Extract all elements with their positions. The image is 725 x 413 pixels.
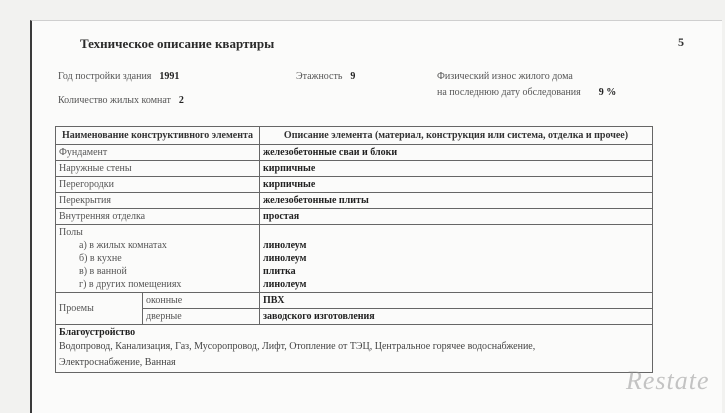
floor-item-name: в) в ванной bbox=[79, 266, 127, 277]
floors-group-label: Полы bbox=[59, 227, 83, 238]
row-description: кирпичные bbox=[260, 161, 653, 177]
amenities-line1: Водопровод, Канализация, Газ, Мусоропровод, Лифт, Отопление от ТЭЦ, Центральное горячее водоснабжение, bbox=[59, 341, 536, 352]
document-title: Техническое описание квартиры bbox=[80, 36, 275, 51]
floor-item-description: линолеум bbox=[263, 240, 307, 251]
table-row bbox=[56, 161, 653, 177]
table-row bbox=[56, 209, 653, 225]
floor-item-name: а) в жилых комнатах bbox=[79, 240, 167, 251]
floors-row bbox=[56, 225, 653, 293]
row-description: железобетонные плиты bbox=[260, 193, 653, 209]
watermark-logo: Restate bbox=[626, 366, 710, 395]
floors-value: 9 bbox=[350, 71, 356, 82]
floor-item-description: линолеум bbox=[263, 253, 307, 264]
rooms-field bbox=[58, 95, 184, 106]
window-label: оконные bbox=[143, 293, 260, 309]
amenities-label: Благоустройство bbox=[59, 327, 136, 338]
rooms-value: 2 bbox=[178, 95, 184, 106]
floors-label: Этажность bbox=[296, 71, 343, 82]
floor-item-name: г) в других помещениях bbox=[79, 279, 182, 290]
page-number: 5 bbox=[678, 35, 684, 49]
floor-item-name: б) в кухне bbox=[79, 253, 122, 264]
floors-names-cell bbox=[56, 225, 260, 293]
table-row bbox=[56, 177, 653, 193]
openings-label: Проемы bbox=[56, 293, 143, 325]
table-header-row bbox=[56, 127, 653, 145]
row-description: кирпичные bbox=[260, 177, 653, 193]
wear-label-line1: Физический износ жилого дома bbox=[437, 71, 573, 82]
floors-descriptions-cell bbox=[260, 225, 653, 293]
row-name: Наружные стены bbox=[56, 161, 260, 177]
row-name: Перекрытия bbox=[56, 193, 260, 209]
openings-door-row bbox=[56, 309, 653, 325]
wear-value: 9 % bbox=[598, 87, 617, 98]
floor-item-description: плитка bbox=[263, 266, 296, 277]
floor-item-description: линолеум bbox=[263, 279, 307, 290]
rooms-label: Количество жилых комнат bbox=[58, 95, 171, 106]
construction-elements-table bbox=[55, 126, 653, 373]
wear-field bbox=[437, 87, 616, 98]
openings-window-row bbox=[56, 293, 653, 309]
row-name: Внутренняя отделка bbox=[56, 209, 260, 225]
amenities-line2: Электроснабжение, Ванная bbox=[59, 357, 176, 368]
door-label: дверные bbox=[143, 309, 260, 325]
wear-label-line2: на последнюю дату обследования bbox=[437, 87, 581, 98]
table-row bbox=[56, 193, 653, 209]
build-year-value: 1991 bbox=[159, 71, 180, 82]
window-description: ПВХ bbox=[260, 293, 653, 309]
amenities-row bbox=[56, 325, 653, 373]
header-element-name: Наименование конструктивного элемента bbox=[56, 127, 260, 145]
row-description: простая bbox=[260, 209, 653, 225]
row-description: железобетонные сваи и блоки bbox=[260, 145, 653, 161]
row-name: Перегородки bbox=[56, 177, 260, 193]
header-element-description: Описание элемента (материал, конструкция или система, отделка и прочее) bbox=[260, 127, 653, 145]
row-name: Фундамент bbox=[56, 145, 260, 161]
amenities-cell bbox=[56, 325, 653, 373]
table-row bbox=[56, 145, 653, 161]
floors-field bbox=[296, 71, 355, 82]
door-description: заводского изготовления bbox=[260, 309, 653, 325]
build-year-field bbox=[58, 71, 179, 82]
build-year-label: Год постройки здания bbox=[58, 71, 152, 82]
